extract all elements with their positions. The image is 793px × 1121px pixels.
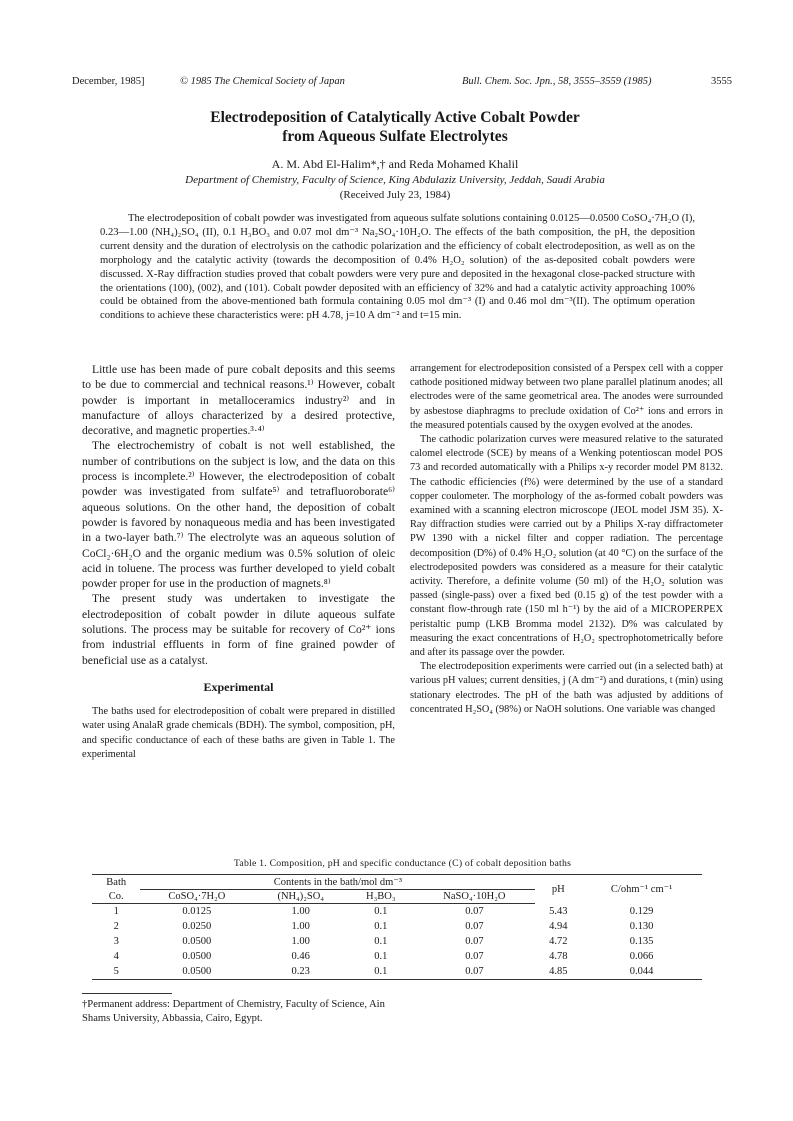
table-cell: 0.0500 [140, 964, 253, 980]
table-row [92, 934, 702, 949]
table-cell: 0.07 [465, 921, 484, 932]
experimental-paragraph-1: The baths used for electrodeposition of cobalt were prepared in distilled water using AnalaR grade chemicals (BDH). The symbol, composition, pH, and specific conductance of each of these baths are given in Table 1. The experimental [82, 706, 395, 760]
table-cell: 0.0250 [182, 921, 212, 932]
header-co: Co. [92, 890, 140, 904]
table-cell: 5.43 [549, 905, 568, 917]
table-cell: 4 [113, 951, 119, 962]
header-ph: pH [535, 875, 581, 904]
received-date: (Received July 23, 1984) [339, 189, 451, 201]
table-cell: 0.0500 [182, 936, 212, 947]
table-cell: 1.00 [291, 906, 310, 917]
issue-date: December, 1985] [72, 76, 145, 87]
table-cell: 0.1 [374, 921, 388, 932]
table-cell: 4.72 [549, 936, 568, 947]
table-cell: 1.00 [291, 921, 310, 932]
table-cell: 0.07 [465, 936, 484, 947]
table-cell: 0.0125 [182, 906, 212, 917]
subheader-nh4so4: (NH₄)₂SO₄ [253, 890, 348, 904]
table-cell: 0.1 [374, 951, 388, 962]
table-cell: 0.07 [465, 906, 484, 917]
table-cell: 0.46 [291, 951, 310, 962]
table-caption: Table 1. Composition, pH and specific conductance (C) of cobalt deposition baths [233, 858, 572, 869]
table-cell: 0.07 [413, 964, 535, 980]
footnote: †Permanent address: Department of Chemistry, Faculty of Science, Ain Shams University, Abbassia, Cairo, Egypt. [82, 999, 385, 1024]
footnote-divider [82, 993, 172, 994]
bath-composition-table [92, 874, 702, 980]
experimental-paragraph-2: arrangement for electrodeposition consisted of a Perspex cell with a copper cathode positioned midway between two plane parallel platinum anodes; all electrodes were of the same geometrical area. The anodes were surrounded by asbestose diaphragms to preclude oxidation of Co²⁺ ions and errors in the measured potentials caused by the oxygen evolved at the anodes. [410, 363, 723, 431]
table-cell: 4.78 [549, 951, 568, 962]
table-row [92, 904, 702, 920]
table-cell: 0.129 [629, 905, 654, 917]
intro-paragraph-3: The present study was undertaken to investigate the electrodeposition of cobalt powder in dilute aqueous sulfate solutions. The process may be suitable for recovery of Co²⁺ ions from industrial effluents in form of fine grained powder of beneficial use as a catalyst. [82, 592, 395, 667]
right-column [410, 362, 723, 717]
table-cell: 0.044 [581, 964, 702, 980]
title-line-1: Electrodeposition of Catalytically Active Cobalt Powder [210, 109, 580, 126]
article-title [80, 108, 710, 146]
table-cell: 4.85 [535, 964, 581, 980]
table-cell: 4.94 [549, 921, 568, 932]
table-cell: 0.135 [629, 936, 654, 947]
subheader-naso4: NaSO₄·10H₂O [413, 890, 535, 904]
intro-paragraph-1: Little use has been made of pure cobalt deposits and this seems to be due to commercial and technical reasons.¹⁾ However, cobalt powder is important in metalloceramics industry²⁾ and in manufacture of alloys characterized by a desired protective, decorative, and magnetic properties.³·⁴⁾ [82, 363, 395, 438]
table-cell: 0.1 [374, 906, 388, 917]
table-row [92, 919, 702, 934]
table-cell: 0.1 [348, 964, 413, 980]
subheader-h3bo3: H₃BO₃ [348, 890, 413, 904]
table-cell: 0.130 [629, 921, 654, 932]
experimental-paragraph-3: The cathodic polarization curves were measured relative to the saturated calomel electrode (SCE) by means of a Wenking potentioscan model POS 73 and recorded automatically with a Philips x-y recorder model PM 8132. The cathodic efficiencies (f%) were determined by the use of a standard copper coulometer. The morphology of the as-formed cobalt powders was examined with a scanning electron microscope (JEOL model JSM 35). X-Ray diffraction studies were carried out by a Philips X-ray diffractometer PW 1390 with a nickel filter and copper radiation. The percentage decomposition (D%) of 0.4% H₂O₂ solution (at 40 °C) on the surface of the electrodeposited powders was considered as a measure for their catalytic activity. Therefore, a definite volume (50 ml) of the H₂O₂ solution was passed (single-pass) over a fixed bed (0.15 g) of the test powder with a constant flow-through rate (150 ml h⁻¹) by the aid of a MICROPERPEX peristaltic pump (LKB Bromma model 2132). D% was calculated by measuring the exact concentrations of H₂O₂ spectrophotometrically before and after its passage over the powder. [410, 434, 723, 659]
table-cell: 0.1 [374, 936, 388, 947]
table-cell: 0.23 [253, 964, 348, 980]
author-list: A. M. Abd El-Halim*,† and Reda Mohamed Khalil [271, 157, 519, 171]
section-heading-experimental: Experimental [203, 679, 274, 694]
table-row [92, 949, 702, 964]
table-cell: 0.0500 [182, 951, 212, 962]
abstract: The electrodeposition of cobalt powder was investigated from aqueous sulfate solutions containing 0.0125—0.0500 CoSO₄·7H₂O (I), 0.23—1.00 (NH₄)₂SO₄ (II), 0.1 H₃BO₃ and 0.07 mol dm⁻³ Na₂SO₄·10H₂O. The effects of the bath composition, the pH, the deposition current density and the duration of electrolysis on the cathodic polarization and the efficiency of cobalt electrodeposition, as well as on the morphology and the catalytic activity (towards the decomposition of 0.4% H₂O₂ solution) of the as-deposited cobalt powders were discussed. X-Ray diffraction studies proved that cobalt powders were very pure and deposited in the hexagonal close-packed structure with the orientations (100), (002), and (101). Cobalt powder deposited with an efficiency of 32% and had a catalytic activity approaching 100% could be obtained from the above-mentioned bath formula containing 0.05 mol dm⁻³ (I) and 0.46 mol dm⁻³(II). The optimum operation conditions to achieve these characteristics were: pH 4.78, j=10 A dm⁻² and t=15 min. [100, 213, 695, 322]
table-cell: 5 [92, 964, 140, 980]
subheader-coso4: CoSO₄·7H₂O [140, 890, 253, 904]
journal-citation: Bull. Chem. Soc. Jpn., 58, 3555–3559 (1985) [462, 76, 652, 87]
header-contents: Contents in the bath/mol dm⁻³ [140, 875, 535, 890]
intro-paragraph-2: The electrochemistry of cobalt is not well established, the number of contributions on the subject is low, and the data on this process is incomplete.²⁾ However, the electrodeposition of cobalt powder was investigated from sulfate⁵⁾ and tetrafluoroborate⁶⁾ aqueous solutions. On the other hand, the deposition of cobalt powder is favored by nonaqueous media and has been investigated in a two-layer bath.⁷⁾ The electrolyte was an aqueous solution of CoCl₂·6H₂O and the organic medium was 0.5% solution of oleic acid in toluene. The process was further developed to yield cobalt powder proper for use in the production of magnets.⁸⁾ [82, 439, 395, 591]
affiliation: Department of Chemistry, Faculty of Science, King Abdulaziz University, Jeddah, Saudi Arabia [185, 174, 605, 186]
table-cell: 0.07 [465, 951, 484, 962]
table-cell: 2 [113, 921, 119, 932]
table-row [92, 964, 702, 980]
table-cell: 1 [113, 906, 119, 917]
title-line-2: from Aqueous Sulfate Electrolytes [282, 128, 508, 145]
running-head [72, 76, 732, 90]
experimental-paragraph-4: The electrodeposition experiments were carried out (in a selected bath) at various pH values; current densities, j (A dm⁻²) and durations, t (min) using stationary electrodes. The pH of the bath was adjusted by additions of concentrated H₂SO₄ (98%) or NaOH solutions. One variable was changed [410, 661, 723, 715]
table-cell: 0.066 [629, 951, 654, 962]
page-number: 3555 [711, 76, 732, 87]
table-cell: 1.00 [291, 936, 310, 947]
header-conductance: C/ohm⁻¹ cm⁻¹ [581, 875, 702, 904]
table-cell: 3 [113, 936, 119, 947]
left-column [82, 362, 395, 762]
header-bath: Bath [92, 875, 140, 890]
copyright-notice: © 1985 The Chemical Society of Japan [180, 76, 345, 87]
